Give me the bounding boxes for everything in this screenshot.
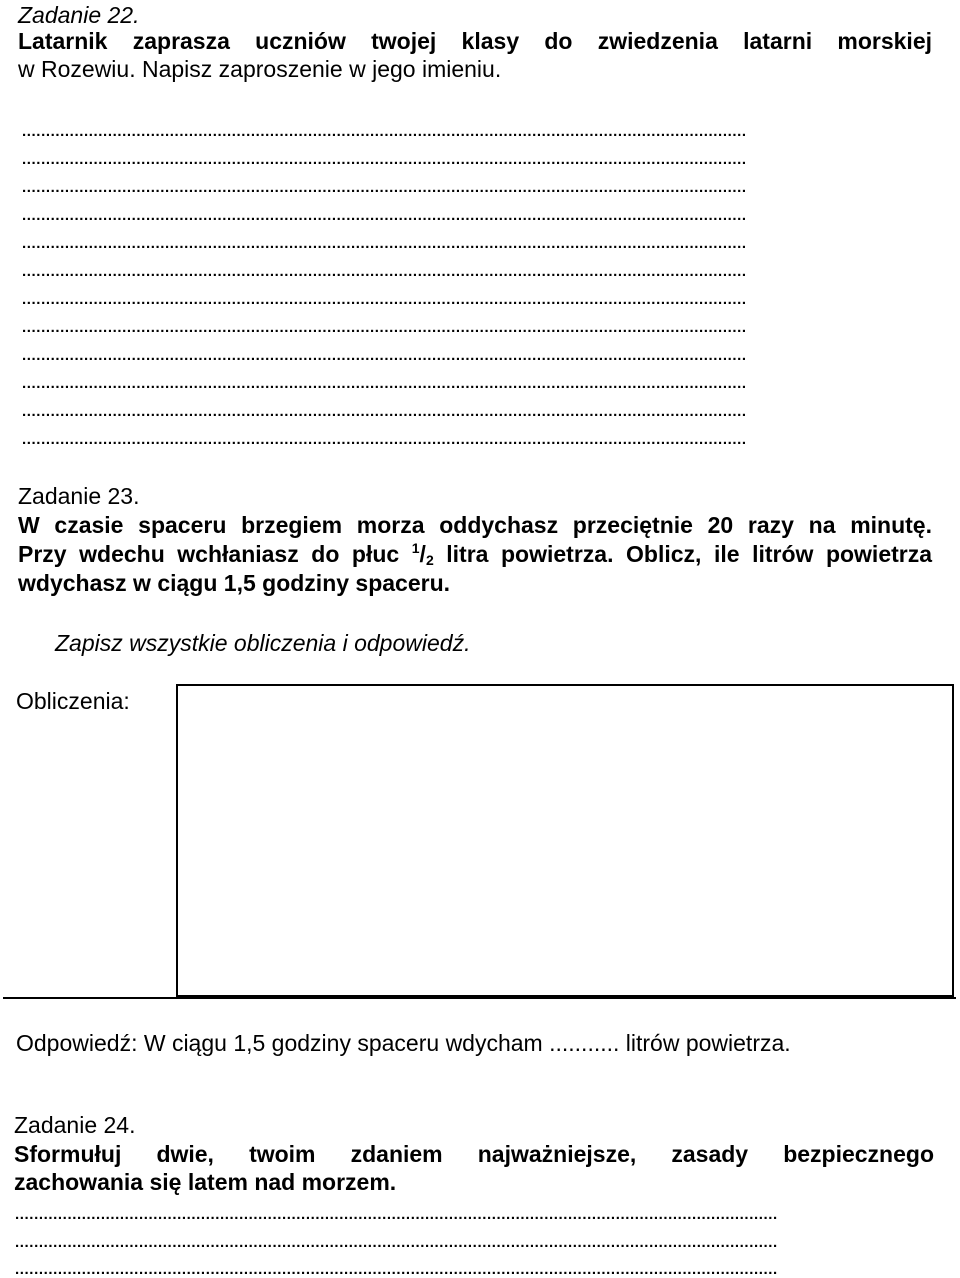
task-23-prompt-line-1: W czasie spaceru brzegiem morza oddychasz przeciętnie 20 razy na minutę. xyxy=(18,512,932,538)
task-23-prompt-line-2-prefix: Przy wdechu wchłaniasz do płuc xyxy=(18,541,412,567)
task-22-title: Zadanie 22. xyxy=(18,2,140,28)
calculations-box[interactable] xyxy=(176,684,954,997)
task-23-prompt-line-2-suffix: litra powietrza. Oblicz, ile litrów powietrza xyxy=(433,541,933,567)
task-24-prompt-line-2: zachowania się latem nad morzem. xyxy=(14,1169,397,1195)
task-22-answer-line[interactable]: ........................................................................................................................................................ xyxy=(22,124,747,140)
task-23-prompt-line-2 xyxy=(18,540,932,568)
task-23-instruction: Zapisz wszystkie obliczenia i odpowiedź. xyxy=(55,630,471,656)
task-22-prompt-line-2: w Rozewiu. Napisz zaproszenie w jego imieniu. xyxy=(18,56,502,82)
calculations-box-bottom-border xyxy=(3,997,956,999)
task-22-answer-line[interactable]: ........................................................................................................................................................ xyxy=(22,404,747,420)
task-22-answer-line[interactable]: ........................................................................................................................................................ xyxy=(22,152,747,168)
task-23-title: Zadanie 23. xyxy=(18,483,140,509)
task-22-answer-line[interactable]: ........................................................................................................................................................ xyxy=(22,292,747,308)
fraction-numerator: 1 xyxy=(411,540,420,556)
task-24-prompt-line-1: Sformułuj dwie, twoim zdaniem najważniejsze, zasady bezpiecznego xyxy=(14,1141,934,1167)
task-22-answer-line[interactable]: ........................................................................................................................................................ xyxy=(22,208,747,224)
calculations-label: Obliczenia: xyxy=(16,688,130,714)
task-22-answer-line[interactable]: ........................................................................................................................................................ xyxy=(22,180,747,196)
task-23-answer-line[interactable]: Odpowiedź: W ciągu 1,5 godziny spaceru wdycham ........... litrów powietrza. xyxy=(16,1030,791,1056)
task-22-answer-line[interactable]: ........................................................................................................................................................ xyxy=(22,236,747,252)
task-24-answer-line[interactable]: ................................................................................................................................................................ xyxy=(15,1235,778,1251)
task-23-prompt-line-3: wdychasz w ciągu 1,5 godziny spaceru. xyxy=(18,570,451,596)
task-22-answer-line[interactable]: ........................................................................................................................................................ xyxy=(22,376,747,392)
task-24-answer-line[interactable]: ................................................................................................................................................................ xyxy=(15,1262,778,1278)
fraction-slash: / xyxy=(419,541,426,567)
task-22-answer-line[interactable]: ........................................................................................................................................................ xyxy=(22,264,747,280)
task-22-answer-line[interactable]: ........................................................................................................................................................ xyxy=(22,432,747,448)
fraction-denominator: 2 xyxy=(425,552,434,568)
task-24-answer-line[interactable]: ................................................................................................................................................................ xyxy=(15,1207,778,1223)
task-24-title: Zadanie 24. xyxy=(14,1112,136,1138)
task-22-prompt-line-1: Latarnik zaprasza uczniów twojej klasy do zwiedzenia latarni morskiej xyxy=(18,28,932,54)
task-22-answer-line[interactable]: ........................................................................................................................................................ xyxy=(22,320,747,336)
task-22-answer-line[interactable]: ........................................................................................................................................................ xyxy=(22,348,747,364)
